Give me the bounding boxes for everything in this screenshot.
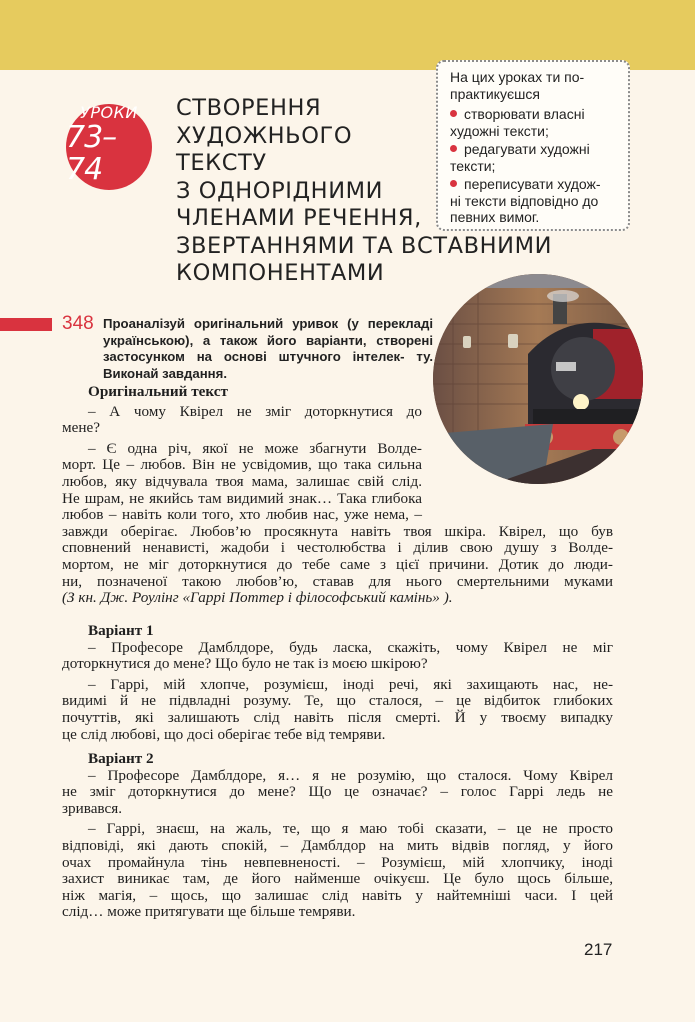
text-line: ни, позначеної такою любов’ю, ставав для нього смертельними муками: [62, 572, 613, 590]
original-heading: Оригінальний текст: [88, 383, 228, 400]
task-line: застосунком на основі штучного інтелек-: [103, 349, 405, 364]
title-line: ХУДОЖНЬОГО: [176, 122, 353, 149]
goal-text: ні тексти відповідно до: [450, 192, 599, 209]
text-line: очах промайнула тінь невпевненості. – Розумієш, мій хлопчику, іноді: [62, 853, 613, 871]
text-line: мортом, не міг доторкнутися до тебе саме з цієї причини. Дотик до люди-: [62, 555, 613, 573]
goals-intro-line: практикуєшся: [450, 85, 540, 102]
bullet-icon: [450, 110, 457, 117]
original-para2: [62, 441, 422, 524]
goals-intro-line: На цих уроках ти по-: [450, 69, 585, 85]
task-number: 348: [62, 313, 94, 334]
original-text-section: [62, 384, 613, 607]
text-line: любов, яку відчувала твоя мама, залишає свій слід.: [62, 472, 422, 490]
variant1-section: [62, 623, 613, 743]
text-line: Не шрам, не якийсь там видимий знак… Така глибока: [62, 489, 422, 507]
bullet-icon: [450, 145, 457, 152]
citation: (З кн. Дж. Роулінг «Гаррі Поттер і філософський камінь» ).: [62, 589, 453, 607]
text-line: почуттів, які залишають слід навіть після смерті. Й у твоєму випадку: [62, 708, 613, 726]
task-line: Проаналізуй оригінальний уривок (у перекладі: [103, 316, 433, 331]
text-line: – А чому Квірел не зміг доторкнутися до: [88, 402, 422, 420]
goal-text: тексти;: [450, 157, 496, 174]
goal-text: створювати власні: [464, 106, 585, 122]
title-line: ЧЛЕНАМИ РЕЧЕННЯ,: [176, 205, 422, 231]
title-line: СТВОРЕННЯ: [176, 95, 322, 121]
text-line: зривався.: [62, 799, 123, 817]
goal-text: певних вимог.: [450, 209, 540, 225]
lesson-badge: [66, 104, 152, 190]
goal-item: [450, 176, 620, 226]
variant2-para1: [62, 768, 613, 818]
text-line: морт. Це – любов. Він не усвідомив, що така сильна: [62, 456, 422, 474]
text-line: відповіді, які дають спокій, – Дамблдор на мить відвів погляд, у його: [62, 836, 613, 854]
task-instruction: [103, 316, 433, 382]
text-line: захист виникає там, де його найменше очікуєш. Це було щось більше,: [62, 870, 613, 888]
text-line: це слід любові, що досі оберігає тебе від темряви.: [62, 725, 386, 743]
text-line: – Гаррі, знаєш, на жаль, те, що я маю тобі сказати, – це не просто: [88, 820, 613, 838]
lesson-badge-label: УРОКИ: [80, 103, 138, 122]
lesson-badge-numbers: 73–74: [66, 120, 117, 187]
goals-intro: [450, 69, 620, 102]
variant2-section: [62, 751, 613, 921]
original-para1: [62, 404, 422, 437]
bullet-icon: [450, 180, 457, 187]
text-line: сповнений ненависті, жадоби і честолюбства і ділив свою душу з Волде-: [62, 539, 613, 557]
title-line: КОМПОНЕНТАМИ: [176, 260, 385, 286]
text-line: мене?: [62, 419, 100, 437]
text-line: любов – навіть коли того, хто любив нас, уже нема, –: [62, 506, 422, 524]
text-line: завжди оберігає. Любов’ю просякнута навіть твоя шкіра. Квірел, що був: [62, 522, 613, 540]
text-line: – Є одна річ, якої не може збагнути Волде-: [88, 439, 422, 457]
text-line: – Гаррі, мій хлопче, розумієш, іноді речі, які захищають нас, не-: [88, 675, 613, 693]
original-para2-cont: [62, 524, 613, 607]
text-line: – Професоре Дамблдоре, будь ласка, скажіть, чому Квірел не міг: [88, 638, 613, 656]
goal-item: [450, 106, 620, 139]
text-line: не зміг доторкнутися до мене? Що це означає? – голос Гаррі ледь не: [62, 783, 613, 801]
title-line: ЗВЕРТАННЯМИ ТА ВСТАВНИМИ: [176, 232, 553, 259]
variant2-heading: Варіант 2: [88, 750, 154, 767]
variant1-heading: Варіант 1: [88, 622, 154, 639]
task-line: ту. Виконай завдання.: [103, 349, 433, 381]
text-line: доторкнутися до мене? Що було не так із моєю шкірою?: [62, 655, 428, 673]
task-line: українською), а також його варіанти, створені: [103, 332, 433, 348]
text-line: ніж магія, – щось, що залишає слід навіть у найтемніші часи. І цей: [62, 886, 613, 904]
goal-text: художні тексти;: [450, 122, 549, 139]
text-line: – Професоре Дамблдоре, я… я не розумію, що сталося. Чому Квірел: [88, 766, 613, 784]
title-line: ТЕКСТУ: [176, 150, 267, 176]
title-line: З ОДНОРІДНИМИ: [176, 177, 384, 204]
variant1-para1: [62, 640, 613, 673]
task-marker-bar: [0, 318, 52, 331]
goal-text: переписувати худож-: [464, 176, 601, 192]
learning-goals-box: [436, 60, 630, 231]
goal-item: [450, 141, 620, 174]
variant2-para2: [62, 821, 613, 921]
variant1-para2: [62, 677, 613, 743]
page-number: 217: [584, 940, 613, 959]
goal-text: редагувати художні: [464, 141, 590, 157]
text-line: видимі й не підвладні розуму. Те, що сталося, – це відбиток глибоких: [62, 692, 613, 710]
text-line: слід… може притягувати ще більше темряви.: [62, 903, 356, 921]
